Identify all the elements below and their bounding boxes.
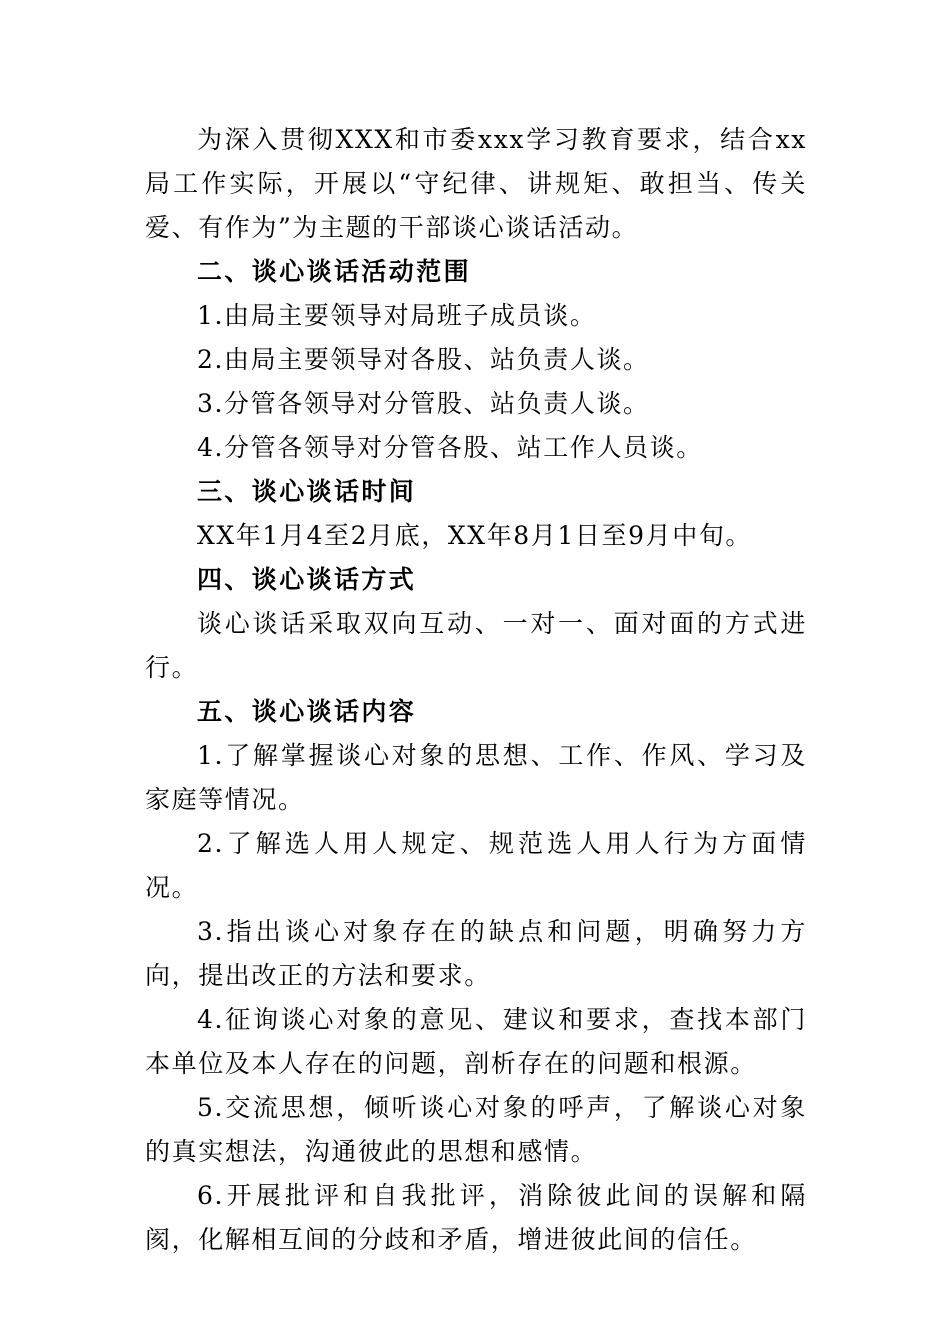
content-item: 5.交流思想，倾听谈心对象的呼声，了解谈心对象的真实想法，沟通彼此的思想和感情。 (145, 1093, 807, 1166)
scope-item: 1.由局主要领导对局班子成员谈。 (197, 301, 597, 330)
section-heading-method: 四、谈心谈话方式 (197, 565, 417, 594)
content-item: 1.了解掌握谈心对象的思想、工作、作风、学习及家庭等情况。 (145, 741, 807, 814)
method-paragraph: 谈心谈话采取双向互动、一对一、面对面的方式进行。 (145, 609, 807, 682)
section-heading-content: 五、谈心谈话内容 (197, 697, 417, 726)
content-item: 6.开展批评和自我批评，消除彼此间的误解和隔阂，化解相互间的分歧和矛盾，增进彼此间的信任。 (145, 1181, 807, 1254)
content-item: 4.征询谈心对象的意见、建议和要求，查找本部门本单位及本人存在的问题，剖析存在的问题和根源。 (145, 1005, 807, 1078)
scope-item: 2.由局主要领导对各股、站负责人谈。 (197, 345, 650, 374)
scope-item: 4.分管各领导对分管各股、站工作人员谈。 (197, 433, 703, 462)
time-paragraph: XX年1月4至2月底，XX年8月1日至9月中旬。 (197, 521, 753, 550)
content-item: 2.了解选人用人规定、规范选人用人行为方面情况。 (145, 829, 807, 902)
content-item: 3.指出谈心对象存在的缺点和问题，明确努力方向，提出改正的方法和要求。 (145, 917, 807, 990)
section-heading-time: 三、谈心谈话时间 (197, 477, 417, 506)
scope-item: 3.分管各领导对分管股、站负责人谈。 (197, 389, 650, 418)
section-heading-scope: 二、谈心谈话活动范围 (197, 257, 472, 286)
intro-paragraph: 为深入贯彻XXX和市委xxx学习教育要求，结合xx局工作实际，开展以“守纪律、讲规矩、敢担当、传关爱、有作为”为主题的干部谈心谈话活动。 (145, 125, 807, 242)
document-page (145, 118, 807, 1262)
